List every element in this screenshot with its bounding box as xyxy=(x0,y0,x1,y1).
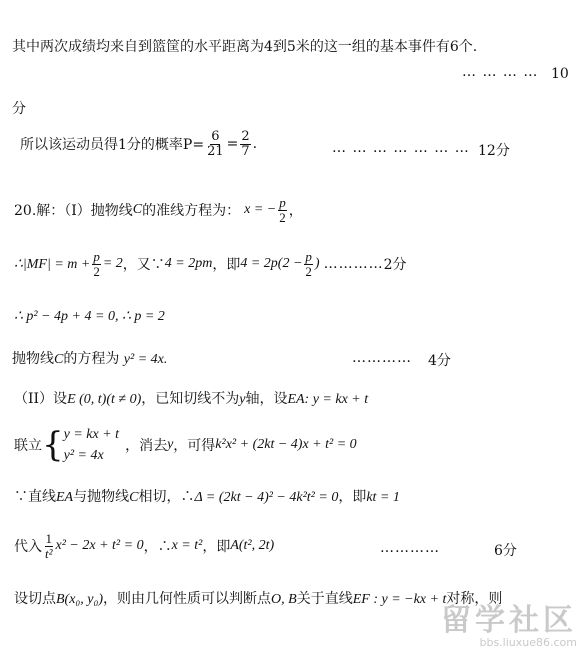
fraction-num: p xyxy=(305,249,312,264)
line-1-text: 其中两次成绩均来自到篮筐的水平距离为4到5米的这一组的基本事件有6个. xyxy=(12,39,478,55)
subst-x: x = t² xyxy=(171,538,203,554)
system-lead: 联立 xyxy=(14,438,42,454)
q20-line xyxy=(14,196,303,224)
brace-icon: { xyxy=(42,425,64,465)
fraction-num: p xyxy=(93,249,100,264)
line-1 xyxy=(12,36,477,56)
eq-lead: 抛物线 xyxy=(12,351,54,367)
mf-score: 2分 xyxy=(383,257,407,274)
subst-line xyxy=(14,532,274,560)
mf-eq3: 4 = 2pm xyxy=(164,256,213,272)
fraction-p-2b xyxy=(304,250,313,278)
last-tail: 对称，则 xyxy=(446,591,503,607)
fraction-1-t2 xyxy=(44,532,54,560)
equation-line xyxy=(12,348,167,368)
fraction-num: p xyxy=(279,195,286,210)
fraction-6-21 xyxy=(206,130,225,158)
part2-e: E (0, t)(t ≠ 0) xyxy=(67,392,142,407)
fraction-den: 2 xyxy=(93,263,100,279)
eq-lhs: x = − xyxy=(244,202,277,218)
eq-mid: 的方程为 xyxy=(63,351,120,367)
q20-label: 20.解：（I）抛物线 xyxy=(14,203,133,220)
tangent-ea: EA xyxy=(56,490,74,505)
system-result: k²x² + (2kt − 4)x + t² = 0 xyxy=(215,437,357,452)
mf-eq2: = 2 xyxy=(102,256,123,272)
last-b: B(x₀, y₀) xyxy=(56,592,104,607)
subst-a: A(t², 2t) xyxy=(230,538,275,554)
subst-lead: 代入 xyxy=(14,539,42,556)
mf-close: ) xyxy=(314,256,320,272)
mf-mid2: ，即 xyxy=(212,257,241,274)
line-1-dots: … … … … xyxy=(462,64,539,80)
mf-line xyxy=(14,250,407,278)
line-1-score: 10 xyxy=(551,66,569,82)
part2-mid2: 轴，设 xyxy=(245,391,288,407)
fraction-2-7 xyxy=(240,130,250,158)
fraction-den: t² xyxy=(45,545,53,561)
fraction-p-2 xyxy=(278,196,287,224)
watermark-logo xyxy=(441,602,577,649)
fraction-num: 1 xyxy=(45,531,52,546)
part2-mid: ，已知切线不为 xyxy=(141,391,240,407)
last-mid2: 关于直线 xyxy=(296,591,353,607)
part2-y: y xyxy=(239,392,246,407)
q20-tail: ， xyxy=(288,203,303,220)
mf-mid: ，又∵ xyxy=(122,257,165,274)
last-mid: ，则由几何性质可以判断点 xyxy=(103,591,272,607)
last-ob: O, B xyxy=(271,592,297,607)
line-3: 所以该运动员得1分的概率P= $\frac{6}{21}$ = $\frac{2}{7}$ . xyxy=(20,129,258,159)
tangent-lead: ∵直线 xyxy=(14,489,56,505)
system-rows xyxy=(64,424,119,466)
mf-lead: ∴|MF| = m + xyxy=(14,256,91,272)
tangent-line xyxy=(14,486,400,506)
subst-score: 6分 xyxy=(494,543,517,559)
subst-mid: ，∴ xyxy=(143,539,172,556)
last-line xyxy=(14,588,502,608)
var-c: C xyxy=(54,352,64,367)
system-line xyxy=(14,424,357,466)
q20-text2: 的准线方程为： xyxy=(142,203,241,220)
fraction-den: 2 xyxy=(279,209,286,225)
subst-mid2: ，即 xyxy=(202,539,231,556)
p-line: ∴ p² − 4p + 4 = 0, ∴ p = 2 xyxy=(14,309,165,324)
system-var: y xyxy=(167,437,174,452)
part2-ea: EA: y = kx + t xyxy=(287,392,369,407)
fraction-num: 6 xyxy=(211,129,220,144)
tangent-delta: Δ = (2kt − 4)² − 4k²t² = 0 xyxy=(194,490,339,505)
tangent-mid: 与抛物线 xyxy=(73,489,130,505)
part2-lead: （II）设 xyxy=(14,391,68,407)
subst-dots: ………… xyxy=(380,540,440,556)
mf-eq4: 4 = 2p(2 − xyxy=(240,256,303,272)
system-row-1: y = kx + t xyxy=(63,427,120,442)
line-3-dots: … … … … … … … xyxy=(332,140,470,156)
system-mid2: ，可得 xyxy=(173,438,216,454)
system-mid: ，消去 xyxy=(125,438,168,454)
fraction-den: 7 xyxy=(241,143,250,159)
fraction-num: 2 xyxy=(241,129,250,144)
eq-score: 4分 xyxy=(428,353,451,369)
last-lead: 设切点 xyxy=(14,591,56,607)
fraction-den: 2 xyxy=(305,263,312,279)
system-row-2: y² = 4x xyxy=(63,448,104,463)
var-c: C xyxy=(132,202,143,218)
tangent-mid3: ，即 xyxy=(338,489,367,505)
fraction-den: 21 xyxy=(207,143,224,159)
part2-line xyxy=(14,388,368,408)
line-2: 分 xyxy=(12,101,26,117)
last-ef: EF : y = −kx + t xyxy=(352,592,447,607)
var-c: C xyxy=(129,490,139,505)
tangent-mid2: 相切，∴ xyxy=(138,489,195,505)
watermark-title: 留学社区 xyxy=(441,602,577,638)
eq-dots: ………… xyxy=(352,350,412,366)
line-3-text: 所以该运动员得1分的概率P= xyxy=(20,137,205,154)
fraction-p-2 xyxy=(92,250,101,278)
line-3-score: 12分 xyxy=(478,143,510,159)
tangent-kt: kt = 1 xyxy=(366,490,400,505)
mf-dots: ………… xyxy=(323,256,384,273)
watermark-url: bbs.liuxue86.com xyxy=(479,635,577,649)
subst-expr: x² − 2x + t² = 0 xyxy=(55,538,144,554)
eq-main: y² = 4x. xyxy=(123,352,168,367)
